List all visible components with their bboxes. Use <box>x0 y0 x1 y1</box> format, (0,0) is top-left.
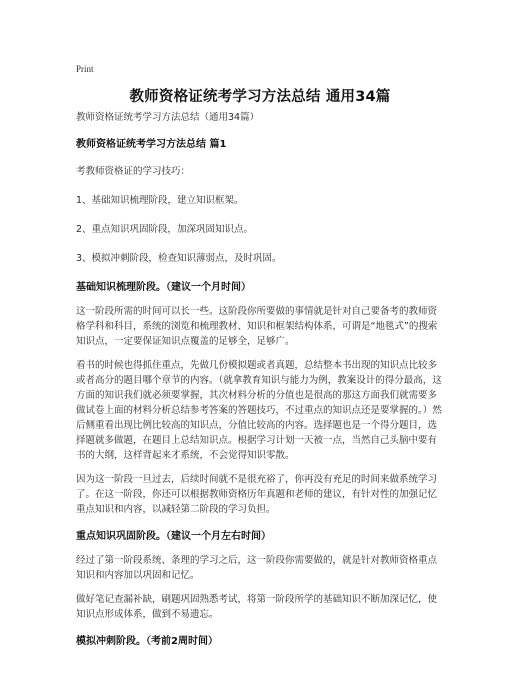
section-heading: 基础知识梳理阶段。（建议一个月时间） <box>76 282 251 293</box>
section-heading: 重点知识巩固阶段。（建议一个月左右时间） <box>76 531 271 542</box>
paragraph: 经过了第一阶段系统、条理的学习之后，这一阶段你需要做的，就是针对教师资格重点知识和内容加以巩固和记忆。 <box>76 555 438 581</box>
step-item: 2、重点知识巩固阶段，加深巩固知识点。 <box>76 224 254 235</box>
paragraph: 看书的时候也得抓住重点，先做几份模拟题或者真题，总结整本书出现的知识点比较多或者高分的题目哪个章节的内容。（就拿教育知识与能力为例，教案设计的得分最高，这方面的知识我们就必须要掌握，其次材料分析的分值也是很高的那这方面我们就需要多做试卷上面的材料分析总结参考答案的答题技巧，不过重点的知识点还是要掌握的。）然后侧重看出现比例比较高的知识点，分值比较高的内容。选择题也是一个得分题目，选择题就多做题，在题目上总结知识点。根据学习计划一天被一点，当然自己头脑中要有书的大纲，这样背起来才系统，不会觉得知识零散。 <box>76 360 442 461</box>
section-heading: 模拟冲刺阶段。（考前2周时间） <box>76 636 218 647</box>
article-body <box>76 110 446 649</box>
print-label[interactable]: Print <box>76 64 94 74</box>
paragraph: 因为这一阶段一旦过去，后续时间就不是很充裕了，你再没有充足的时间来做系统学习了。在这一阶段，你还可以根据教师资格历年真题和老师的建议，有针对性的加强记忆重点知识和内容，以减轻第二阶段的学习负担。 <box>76 474 438 515</box>
step-item: 1、基础知识梳理阶段，建立知识框架。 <box>76 195 244 206</box>
page-title: 教师资格证统考学习方法总结 通用34篇 <box>129 89 391 105</box>
paragraph: 这一阶段所需的时间可以长一些。这阶段你所要做的事情就是针对自己要备考的教师资格学科和科目，系统的浏览和梳理教材、知识和框架结构体系，可谓是“地毯式”的搜索知识点，一定要保证知识点覆盖的足够全，足够广。 <box>76 306 438 347</box>
paragraph: 做好笔记查漏补缺，刷题巩固熟悉考试，将第一阶段所学的基础知识不断加深记忆，使知识点形成体系，做到不易遗忘。 <box>76 594 438 620</box>
step-item: 3、模拟冲刺阶段，检查知识薄弱点，及时巩固。 <box>76 253 282 264</box>
intro-text: 考教师资格证的学习技巧： <box>76 166 191 177</box>
subtitle: 教师资格证统考学习方法总结（通用34篇） <box>76 112 260 123</box>
article-heading: 教师资格证统考学习方法总结 篇1 <box>76 139 227 150</box>
